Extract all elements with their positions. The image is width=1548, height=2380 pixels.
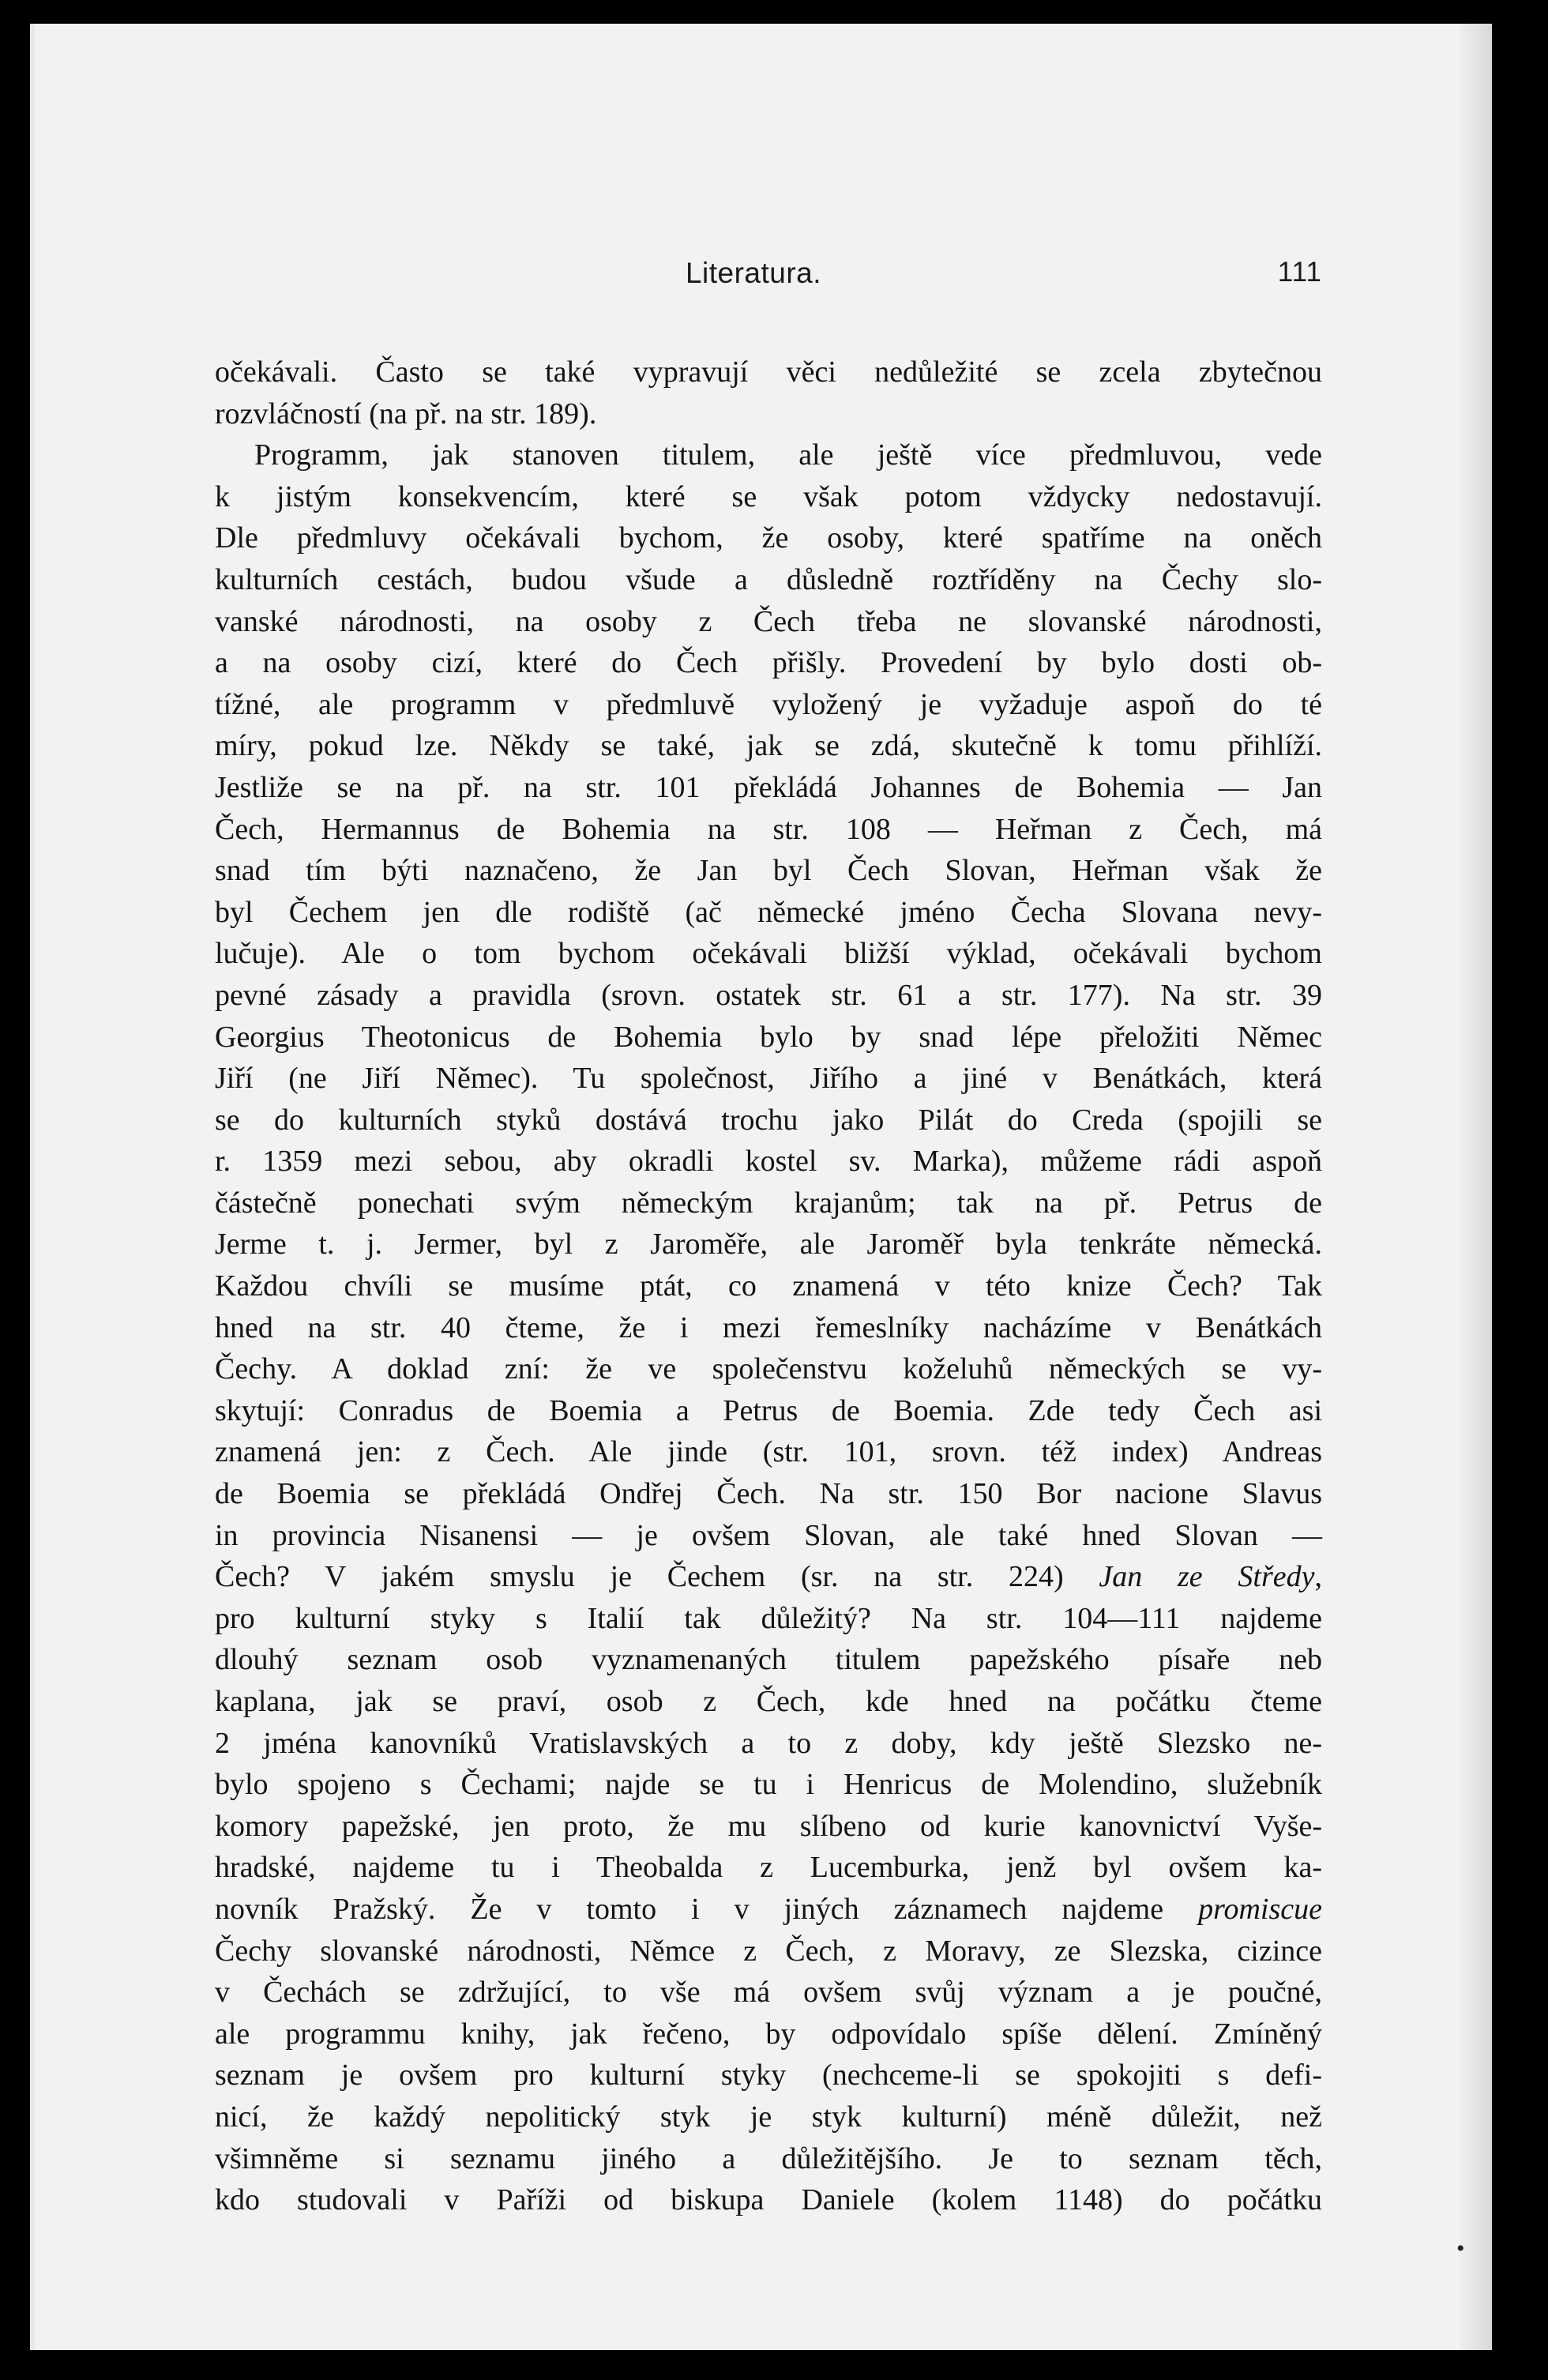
text-line: bylo spojeno s Čechami; najde se tu i Henricus de Molendino, služebník bbox=[215, 1768, 1322, 1802]
text-line: a na osoby cizí, které do Čech přišly. Provedení by bylo dosti ob- bbox=[215, 646, 1322, 680]
text-line: seznam je ovšem pro kulturní styky (nechceme-li se spokojiti s defi- bbox=[215, 2059, 1322, 2092]
text-line: Jerme t. j. Jermer, byl z Jaroměře, ale Jaroměř byla tenkráte německá. bbox=[215, 1228, 1322, 1261]
text-line: snad tím býti naznačeno, že Jan byl Čech Slovan, Heřman však že bbox=[215, 854, 1322, 888]
text-segment: novník Pražský. Že v tomto i v jiných záznamech najdeme bbox=[215, 1892, 1199, 1926]
text-line: očekávali. Často se také vypravují věci nedůležité se zcela zbytečnou bbox=[215, 355, 1322, 389]
text-line: lučuje). Ale o tom bychom očekávali bližší výklad, očekávali bychom bbox=[215, 937, 1322, 971]
text-line: byl Čechem jen dle rodiště (ač německé jméno Čecha Slovana nevy- bbox=[215, 895, 1322, 929]
text-line: rozvláčností (na př. na str. 189). bbox=[215, 397, 597, 431]
text-line: in provincia Nisanensi — je ovšem Slovan, ale také hned Slovan — bbox=[215, 1518, 1322, 1552]
text-segment: Čech? V jakém smyslu je Čechem (sr. na str. 224) bbox=[215, 1560, 1099, 1594]
text-line: skytují: Conradus de Boemia a Petrus de Boemia. Zde tedy Čech asi bbox=[215, 1393, 1322, 1427]
text-line: nicí, že každý nepolitický styk je styk kulturní) méně důležit, než bbox=[215, 2100, 1322, 2134]
text-line bbox=[215, 1889, 1322, 1931]
text-line: komory papežské, jen proto, že mu slíbeno od kurie kanovnictví Vyše- bbox=[215, 1809, 1322, 1843]
running-head: Literatura. bbox=[685, 257, 822, 289]
text-line: kaplana, jak se praví, osob z Čech, kde hned na počátku čteme bbox=[215, 1685, 1322, 1718]
text-line: kdo studovali v Paříži od biskupa Daniele (kolem 1148) do počátku bbox=[215, 2183, 1322, 2217]
page-header bbox=[185, 257, 1322, 304]
text-line: Programm, jak stanoven titulem, ale ještě více předmluvou, vede bbox=[254, 438, 1322, 472]
text-line: Každou chvíli se musíme ptát, co znamená v této knize Čech? Tak bbox=[215, 1269, 1322, 1303]
text-line: dlouhý seznam osob vyznamenaných titulem papežského písaře neb bbox=[215, 1643, 1322, 1677]
text-line: kulturních cestách, budou všude a důsledně roztříděny na Čechy slo- bbox=[215, 562, 1322, 596]
text-line: tížné, ale programm v předmluvě vyložený je vyžaduje aspoň do té bbox=[215, 687, 1322, 721]
text-line bbox=[215, 1556, 1322, 1598]
text-line: všimněme si seznamu jiného a důležitějšího. Je to seznam těch, bbox=[215, 2141, 1322, 2175]
text-line: Čechy. A doklad zní: že ve společenstvu koželuhů německých se vy- bbox=[215, 1352, 1322, 1386]
text-line: ale programmu knihy, jak řečeno, by odpovídalo spíše dělení. Zmíněný bbox=[215, 2017, 1322, 2051]
text-line: částečně ponechati svým německým krajanům; tak na př. Petrus de bbox=[215, 1186, 1322, 1220]
text-line: Jiří (ne Jiří Němec). Tu společnost, Jiřího a jiné v Benátkách, která bbox=[215, 1062, 1322, 1096]
text-line: se do kulturních styků dostává trochu jako Pilát do Creda (spojili se bbox=[215, 1103, 1322, 1137]
text-line: Čechy slovanské národnosti, Němce z Čech, z Moravy, ze Slezska, cizince bbox=[215, 1934, 1322, 1968]
text-line: r. 1359 mezi sebou, aby okradli kostel sv. Marka), můžeme rádi aspoň bbox=[215, 1145, 1322, 1179]
text-line: 2 jména kanovníků Vratislavských a to z doby, kdy ještě Slezsko ne- bbox=[215, 1726, 1322, 1760]
text-segment: , bbox=[1314, 1560, 1322, 1594]
text-line: pevné zásady a pravidla (srovn. ostatek str. 61 a str. 177). Na str. 39 bbox=[215, 978, 1322, 1012]
text-line: znamená jen: z Čech. Ale jinde (str. 101, srovn. též index) Andreas bbox=[215, 1435, 1322, 1469]
italic-segment: promiscue bbox=[1198, 1892, 1322, 1926]
text-line: hradské, najdeme tu i Theobalda z Lucemburka, jenž byl ovšem ka- bbox=[215, 1851, 1322, 1885]
text-line: de Boemia se překládá Ondřej Čech. Na str. 150 Bor nacione Slavus bbox=[215, 1477, 1322, 1511]
text-line: míry, pokud lze. Někdy se také, jak se zdá, skutečně k tomu přihlíží. bbox=[215, 729, 1322, 763]
text-line: v Čechách se zdržující, to vše má ovšem svůj význam a je poučné, bbox=[215, 1976, 1322, 2010]
body-text bbox=[215, 352, 1322, 2221]
text-line: Čech, Hermannus de Bohemia na str. 108 — Heřman z Čech, má bbox=[215, 812, 1322, 846]
italic-segment: Jan ze Středy bbox=[1099, 1560, 1315, 1594]
page-edge bbox=[1460, 24, 1492, 2350]
page-number: 111 bbox=[1277, 257, 1322, 288]
text-line: Georgius Theotonicus de Bohemia bylo by snad lépe přeložiti Němec bbox=[215, 1020, 1322, 1054]
text-line: hned na str. 40 čteme, že i mezi řemeslníky nacházíme v Benátkách bbox=[215, 1310, 1322, 1344]
text-line: pro kulturní styky s Italií tak důležitý? Na str. 104—111 najdeme bbox=[215, 1601, 1322, 1635]
text-line: Dle předmluvy očekávali bychom, že osoby, které spatříme na oněch bbox=[215, 521, 1322, 555]
book-page bbox=[30, 24, 1492, 2350]
text-line: k jistým konsekvencím, které se však potom vždycky nedostavují. bbox=[215, 479, 1322, 513]
text-line: Jestliže se na př. na str. 101 překládá Johannes de Bohemia — Jan bbox=[215, 770, 1322, 804]
text-line: vanské národnosti, na osoby z Čech třeba ne slovanské národnosti, bbox=[215, 604, 1322, 638]
margin-mark: • bbox=[1456, 2235, 1465, 2262]
